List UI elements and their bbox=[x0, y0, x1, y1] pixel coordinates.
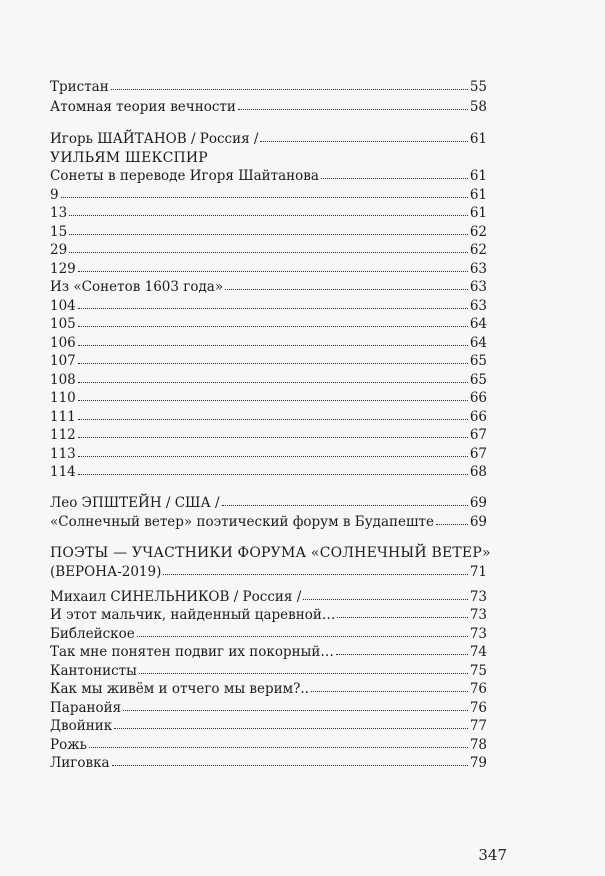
leader-dots bbox=[112, 753, 468, 766]
leader-dots bbox=[436, 512, 468, 525]
toc-entry: Паранойя 76 bbox=[50, 700, 487, 716]
leader-dots bbox=[337, 605, 467, 618]
toc-entry: Двойник 77 bbox=[50, 718, 487, 734]
leader-dots bbox=[303, 587, 468, 600]
page-number: 347 bbox=[478, 846, 507, 864]
leader-dots bbox=[89, 735, 468, 748]
toc-entry: Атомная теория вечности 58 bbox=[50, 99, 487, 115]
leader-dots bbox=[69, 203, 468, 216]
leader-dots bbox=[78, 351, 468, 364]
toc-entry: Так мне понятен подвиг их покорный… 74 bbox=[50, 644, 487, 660]
leader-dots bbox=[78, 314, 468, 327]
leader-dots bbox=[222, 493, 468, 506]
leader-dots bbox=[78, 388, 468, 401]
toc-entry: Тристан 55 bbox=[50, 79, 487, 95]
toc-entry: Из «Сонетов 1603 года» 63 bbox=[50, 279, 487, 295]
toc-entry: 129 63 bbox=[50, 261, 487, 277]
toc-entry: И этот мальчик, найденный царевной… 73 bbox=[50, 607, 487, 623]
toc-entry: 114 68 bbox=[50, 464, 487, 480]
section-heading-forum-poets: ПОЭТЫ — УЧАСТНИКИ ФОРУМА «СОЛНЕЧНЫЙ ВЕТЕР» bbox=[50, 545, 491, 561]
toc-entry: Сонеты в переводе Игоря Шайтанова 61 bbox=[50, 168, 487, 184]
toc-entry: (ВЕРОНА-2019) 71 bbox=[50, 564, 487, 580]
toc-entry: «Солнечный ветер» поэтический форум в Будапеште 69 bbox=[50, 514, 487, 530]
leader-dots bbox=[69, 222, 468, 235]
leader-dots bbox=[139, 661, 468, 674]
leader-dots bbox=[238, 97, 468, 110]
leader-dots bbox=[69, 240, 468, 253]
leader-dots bbox=[78, 425, 468, 438]
leader-dots bbox=[78, 444, 468, 457]
leader-dots bbox=[78, 259, 468, 272]
toc-entry: Кантонисты 75 bbox=[50, 663, 487, 679]
toc-entry: 110 66 bbox=[50, 390, 487, 406]
toc-entry: 29 62 bbox=[50, 242, 487, 258]
toc-entry: 108 65 bbox=[50, 372, 487, 388]
leader-dots bbox=[78, 462, 468, 475]
leader-dots bbox=[111, 77, 468, 90]
toc-entry: Лиговка 79 bbox=[50, 755, 487, 771]
leader-dots bbox=[260, 129, 467, 142]
toc-entry: Игорь ШАЙТАНОВ / Россия / 61 bbox=[50, 131, 487, 147]
leader-dots bbox=[78, 407, 468, 420]
section-heading-shakespeare: УИЛЬЯМ ШЕКСПИР bbox=[50, 150, 208, 166]
toc-entry: 105 64 bbox=[50, 316, 487, 332]
toc-entry: 106 64 bbox=[50, 335, 487, 351]
leader-dots bbox=[114, 716, 468, 729]
toc-entry: Михаил СИНЕЛЬНИКОВ / Россия / 73 bbox=[50, 589, 487, 605]
toc-entry: Библейское 73 bbox=[50, 626, 487, 642]
toc-entry: 104 63 bbox=[50, 298, 487, 314]
toc-entry: 9 61 bbox=[50, 187, 487, 203]
leader-dots bbox=[78, 296, 468, 309]
leader-dots bbox=[311, 679, 468, 692]
leader-dots bbox=[163, 562, 467, 575]
toc-entry: 13 61 bbox=[50, 205, 487, 221]
leader-dots bbox=[61, 185, 468, 198]
toc-entry: 112 67 bbox=[50, 427, 487, 443]
leader-dots bbox=[225, 277, 468, 290]
leader-dots bbox=[123, 698, 468, 711]
leader-dots bbox=[137, 624, 468, 637]
toc-entry: Лео ЭПШТЕЙН / США / 69 bbox=[50, 495, 487, 511]
leader-dots bbox=[321, 166, 468, 179]
toc-entry: Как мы живём и отчего мы верим?.. 76 bbox=[50, 681, 487, 697]
leader-dots bbox=[78, 333, 468, 346]
toc-entry: 107 65 bbox=[50, 353, 487, 369]
leader-dots bbox=[78, 370, 468, 383]
toc-entry: 111 66 bbox=[50, 409, 487, 425]
toc-entry: 15 62 bbox=[50, 224, 487, 240]
toc-entry: Рожь 78 bbox=[50, 737, 487, 753]
toc-entry: 113 67 bbox=[50, 446, 487, 462]
leader-dots bbox=[336, 642, 468, 655]
